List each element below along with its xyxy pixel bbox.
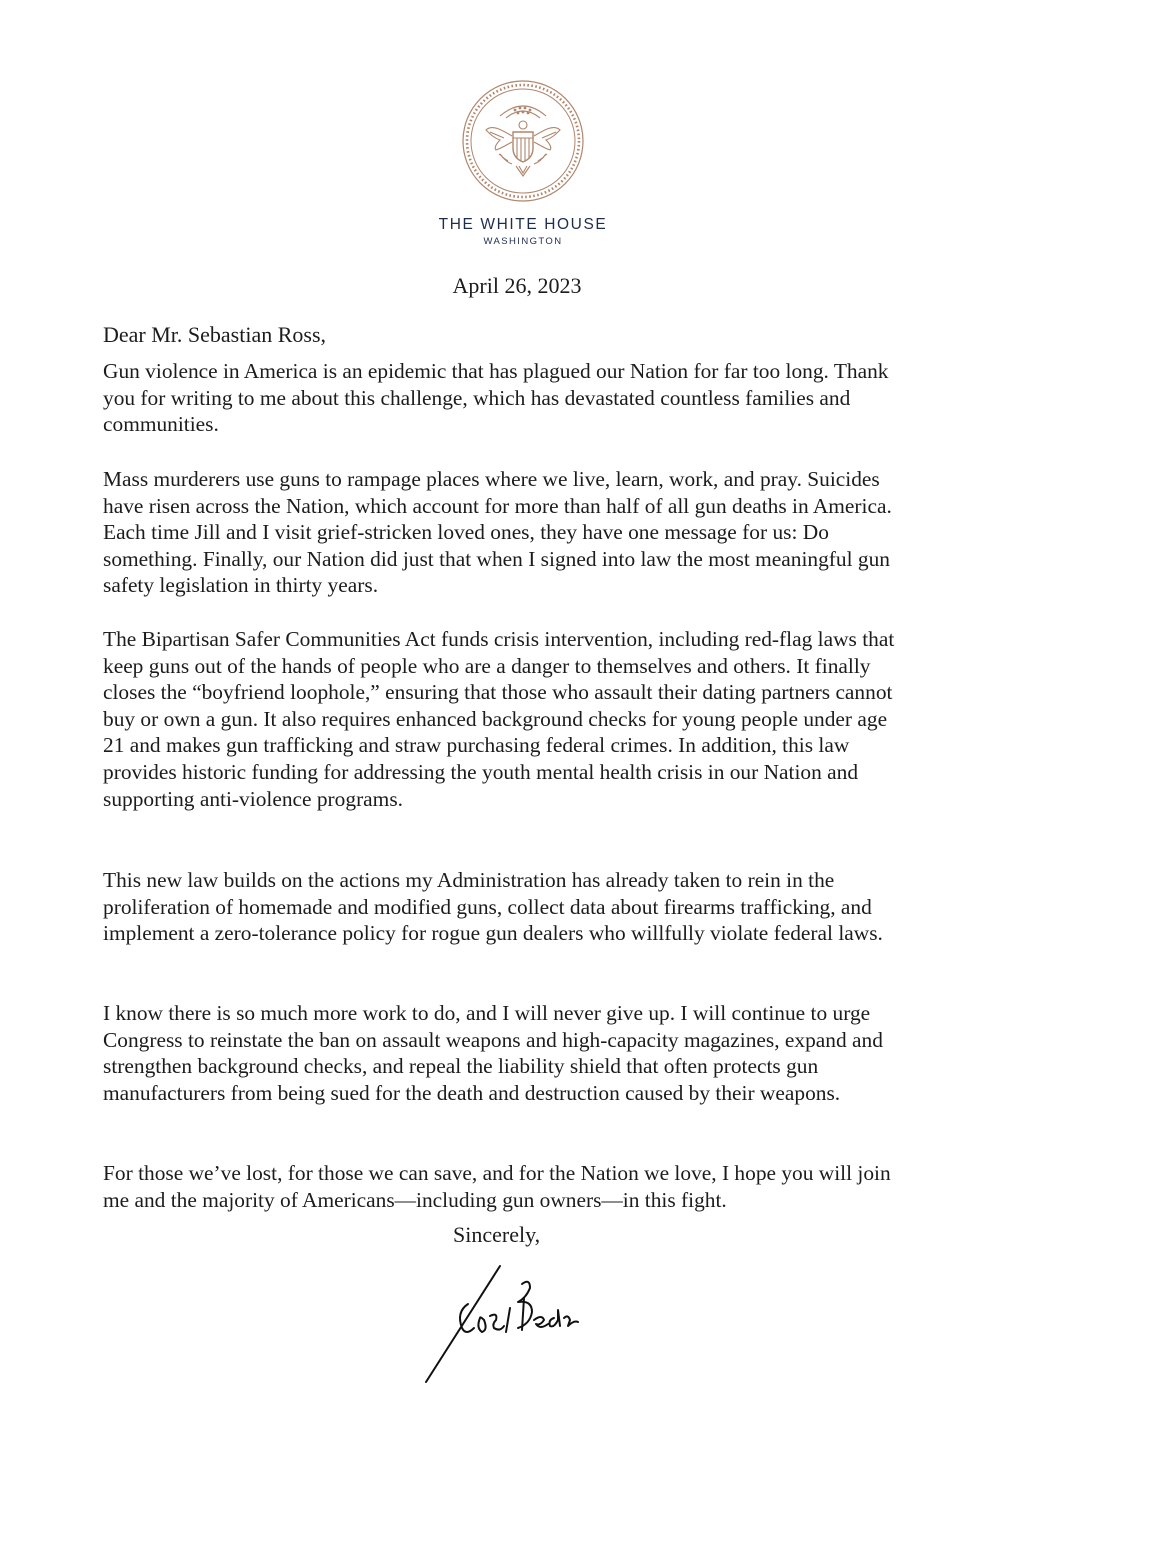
- letter-greeting: Dear Mr. Sebastian Ross,: [103, 322, 327, 347]
- presidential-seal-icon: [460, 78, 586, 204]
- letter-paragraph: This new law builds on the actions my Administration has already taken to rein in the proliferation of homemade and modified guns, collect data about firearms trafficking, and implement a zero-tolerance policy for rogue gun dealers who willfully violate federal laws.: [103, 868, 883, 946]
- letterhead-title: THE WHITE HOUSE: [438, 216, 608, 233]
- letter-paragraph: Gun violence in America is an epidemic that has plagued our Nation for far too long. Thank you for writing to me about this challenge, which has devastated countless families and communities.: [103, 359, 889, 437]
- letter-closing: Sincerely,: [453, 1222, 541, 1247]
- letter-paragraph: I know there is so much more work to do, and I will never give up. I will continue to urge Congress to reinstate the ban on assault weapons and high-capacity magazines, expand and strengthen background checks, and repeal the liability shield that often protects gun manufacturers from being sued for the death and destruction caused by their weapons.: [103, 1001, 883, 1105]
- letter-paragraph: For those we’ve lost, for those we can save, and for the Nation we love, I hope you will join me and the majority of Americans—including gun owners—in this fight.: [103, 1161, 891, 1212]
- handwritten-signature-icon: [418, 1258, 588, 1390]
- letterhead-subtitle: WASHINGTON: [483, 236, 563, 247]
- letter-paragraph: The Bipartisan Safer Communities Act funds crisis intervention, including red-flag laws that keep guns out of the hands of people who are a danger to themselves and others. It finally closes the “boyfriend loophole,” ensuring that those who assault their dating partners cannot buy or own a gun. It also requires enhanced background checks for young people under age 21 and makes gun trafficking and straw purchasing federal crimes. In addition, this law provides historic funding for addressing the youth mental health crisis in our Nation and supporting anti-violence programs.: [103, 627, 895, 811]
- letter-paragraph: Mass murderers use guns to rampage places where we live, learn, work, and pray. Suicides have risen across the Nation, which account for more than half of all gun deaths in America. Each time Jill and I visit grief-stricken loved ones, they have one message for us: Do something. Finally, our Nation did just that when I signed into law the most meaningful gun safety legislation in thirty years.: [103, 467, 892, 598]
- letter-date: April 26, 2023: [452, 273, 582, 298]
